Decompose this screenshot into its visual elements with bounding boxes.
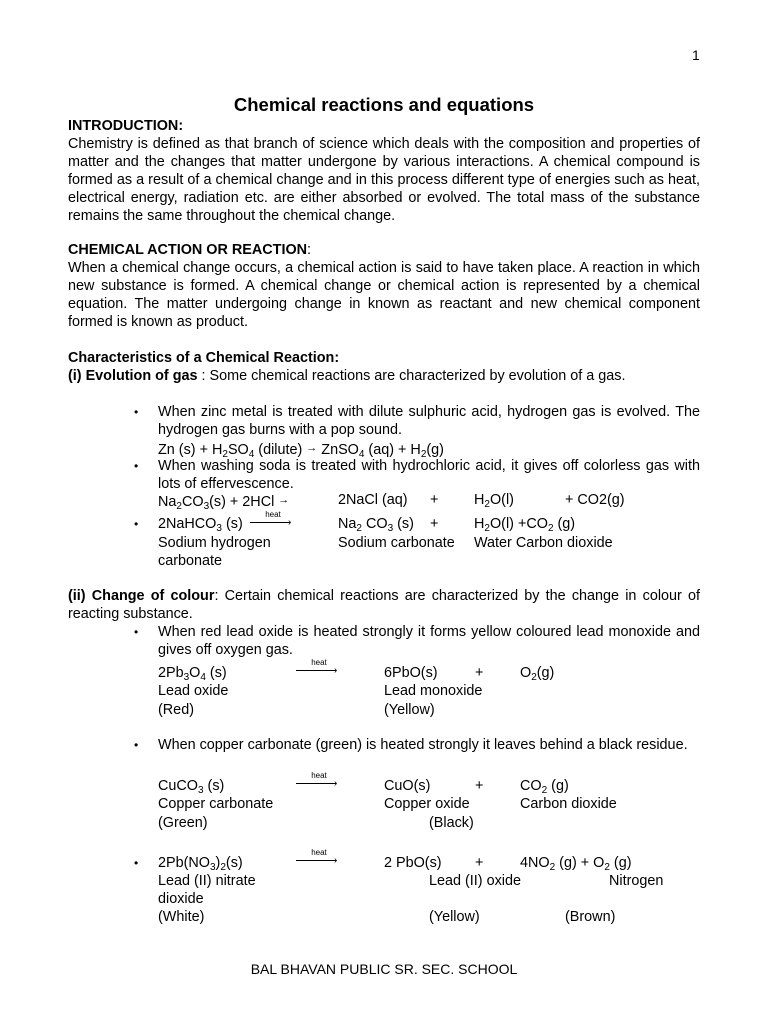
colour-bullet-2-colour1: (Green) [158,815,208,831]
action-heading-colon: : [307,242,312,258]
subscript: 4 [248,449,255,460]
eq-part: O(l) [489,492,514,508]
gas-bullet-3-eq-right [474,515,575,533]
heat-label: heat [311,771,327,780]
colour-bullet-1-text: When red lead oxide is heated strongly it forms yellow coloured lead monoxide and gives off oxygen gas. [158,624,700,658]
bullet-dot: • [134,856,139,870]
bullet-dot: • [134,459,139,473]
colour-bullet-2-name1: Copper carbonate [158,796,274,812]
colour-bullet-3-name3: Nitrogen [609,873,664,889]
eq-part: 2Pb [158,665,184,681]
eq-part: (g) [426,442,444,458]
colour-paragraph [68,587,700,623]
subscript: 2 [547,523,554,534]
colour-bullet-3-name1: Lead (II) nitrate [158,873,256,889]
eq-part: CO [520,778,542,794]
eq-part: ) [215,855,221,871]
eq-part: (aq) + H [364,442,421,458]
subscript: 2 [531,672,537,683]
colour-bullet-1-eq-right [520,664,554,682]
colour-bullet-2-name3: Carbon dioxide [520,796,617,812]
eq-part: O [189,665,201,681]
colour-bullet-1-name1: Lead oxide [158,683,229,699]
gas-bullet-3-eq-left [158,515,243,533]
heat-label: heat [311,658,327,667]
page-title: Chemical reactions and equations [233,94,535,115]
colour-bullet-2-text: When copper carbonate (green) is heated strongly it leaves behind a black residue. [158,737,688,753]
eq-part: CO [361,516,388,532]
gas-bullet-3-eq-mid [338,515,414,533]
gas-bullet-2-text: When washing soda is treated with hydrochloric acid, it gives off colorless gas with lots of effervescence. [158,458,700,492]
colour-bullet-1-name2: Lead monoxide [384,683,483,699]
heat-arrow-icon [296,660,342,674]
colour-bullet-2-eq-mid: CuO(s) [384,778,431,794]
eq-part: (g) + O [555,855,605,871]
colour-bullet-3-eq-mid: 2 PbO(s) [384,855,442,871]
arrow-tip: › [334,665,338,676]
subscript: 2 [541,785,548,796]
subscript: 4 [200,672,206,683]
colour-bullet-3-name2: Lead (II) oxide [429,873,521,889]
eq-part: (s) + 2HCl [209,494,279,510]
heat-arrow-icon [296,773,342,787]
eq-part: (dilute) [254,442,307,458]
heat-arrow-icon [296,850,342,864]
heat-label: heat [311,848,327,857]
arrow-tip: › [334,778,338,789]
subscript: 4 [358,449,365,460]
colour-label: (ii) Change of colour [68,588,215,604]
gas-bullet-2-eq-left [158,491,289,511]
arrow-tip: › [288,517,292,528]
colour-bullet-3-colour3: (Brown) [565,909,616,925]
eq-part: CO [181,494,204,510]
arrow-line [296,860,336,861]
colour-bullet-3-colour1: (White) [158,909,205,925]
action-paragraph: When a chemical change occurs, a chemical action is said to have taken place. A reaction in which new substance is formed. A chemical change or chemical action is represented by a chemical equation. The matter undergoing change in known as reactant and new chemical component formed is known as product. [68,260,700,330]
subscript: 3 [209,862,216,873]
colour-bullet-2-eq-right [520,777,569,795]
subscript: 2 [549,862,556,873]
eq-part: Na [158,494,177,510]
gas-text: : Some chemical reactions are characterized by evolution of a gas. [197,368,626,384]
gas-bullet-3-name1: Sodium hydrogen [158,535,271,551]
bullet-dot: • [134,405,139,419]
subscript: 3 [203,501,210,512]
arrow-line [296,670,336,671]
eq-part: (g) [553,516,576,532]
gas-bullet-3-name1b: carbonate [158,553,223,569]
gas-bullet-1-text: When zinc metal is treated with dilute sulphuric acid, hydrogen gas is evolved. The hydrogen gas burns with a pop sound. [158,404,700,438]
gas-bullet-3-name3: Water Carbon dioxide [474,535,613,551]
subscript: 3 [197,785,204,796]
eq-part: Zn (s) + H [158,442,223,458]
colour-bullet-3-eq-left [158,854,243,872]
eq-part: O(l) +CO [489,516,548,532]
arrow-tip: › [334,855,338,866]
eq-part: (g) [536,665,555,681]
subscript: 3 [183,672,190,683]
eq-part: O [520,665,532,681]
subscript: 2 [604,862,610,873]
gas-bullet-1-equation [158,439,444,459]
subscript: 3 [387,523,394,534]
arrow-icon: → [306,442,318,454]
gas-bullet-2-eq-product1: 2NaCl (aq) [338,492,408,508]
eq-part: 2NaHCO [158,516,217,532]
arrow-icon: → [278,494,290,506]
colour-bullet-1-colour1: (Red) [158,702,194,718]
colour-bullet-2-eq-plus: + [475,778,484,794]
intro-paragraph: Chemistry is defined as that branch of science which deals with the composition and properties of matter and the changes that matter undergone by various interactions. A chemical compound is formed as a result of a chemical change and in this process different type of energies such as heat, electrical energy, radiation etc. are either absorbed or evolved. The total mass of the substance remains the same throughout the chemical change. [68,136,700,224]
colour-bullet-1-eq-left [158,664,227,682]
subscript: 2 [220,862,226,873]
bullet-dot: • [134,738,139,752]
gas-bullet-2-eq-plus: + [430,492,439,508]
gas-bullet-2-eq-product3: + CO2(g) [565,492,625,508]
eq-part: H [474,516,485,532]
intro-heading: INTRODUCTION: [68,118,184,134]
subscript: 2 [176,501,182,512]
colour-bullet-3-name1b: dioxide [158,891,204,907]
eq-part: ZnSO [317,442,359,458]
page-footer: BAL BHAVAN PUBLIC SR. SEC. SCHOOL [250,961,518,977]
eq-part: CuCO [158,778,198,794]
page-number: 1 [692,47,700,63]
subscript: 2 [484,523,490,534]
eq-part: SO [227,442,249,458]
subscript: 2 [356,523,362,534]
gas-label: (i) Evolution of gas [68,368,198,384]
eq-part: (g) [547,778,569,794]
eq-part: (g) [609,855,632,871]
colour-bullet-3-eq-right [520,854,632,872]
eq-part: 4NO [520,855,550,871]
colour-bullet-1-eq-plus: + [475,665,484,681]
subscript: 2 [420,449,427,460]
colour-bullet-1-eq-mid: 6PbO(s) [384,665,438,681]
gas-bullet-3-name2: Sodium carbonate [338,535,455,551]
heat-arrow-icon [250,512,296,526]
colour-text: : Certain chemical reactions are characterized by the change in colour of reacting substance. [68,588,700,622]
gas-bullet-3-eq-plus: + [430,516,439,532]
colour-bullet-2-colour2: (Black) [429,815,474,831]
bullet-dot: • [134,625,139,639]
subscript: 2 [222,449,228,460]
subscript: 3 [216,523,222,534]
heat-label: heat [265,510,281,519]
eq-part: H [474,492,485,508]
eq-part: 2Pb(NO [158,855,210,871]
eq-part: (s) [221,516,243,532]
action-heading-text: CHEMICAL ACTION OR REACTION [68,242,308,258]
subscript: 2 [484,499,490,510]
colour-bullet-2-name2: Copper oxide [384,796,470,812]
arrow-line [250,522,290,523]
colour-bullet-3-colour2: (Yellow) [429,909,480,925]
eq-part: (s) [225,855,243,871]
arrow-line [296,783,336,784]
bullet-dot: • [134,517,139,531]
colour-bullet-2-eq-left [158,777,224,795]
eq-part: (s) [203,778,225,794]
eq-part: (s) [393,516,414,532]
eq-part: (s) [205,665,227,681]
eq-part: Na [338,516,357,532]
characteristics-heading: Characteristics of a Chemical Reaction: [68,350,340,366]
action-heading [68,241,311,259]
gas-bullet-2-eq-product2 [474,491,514,509]
colour-bullet-1-colour2: (Yellow) [384,702,435,718]
colour-bullet-3-eq-plus: + [475,855,484,871]
gas-line [68,367,625,385]
